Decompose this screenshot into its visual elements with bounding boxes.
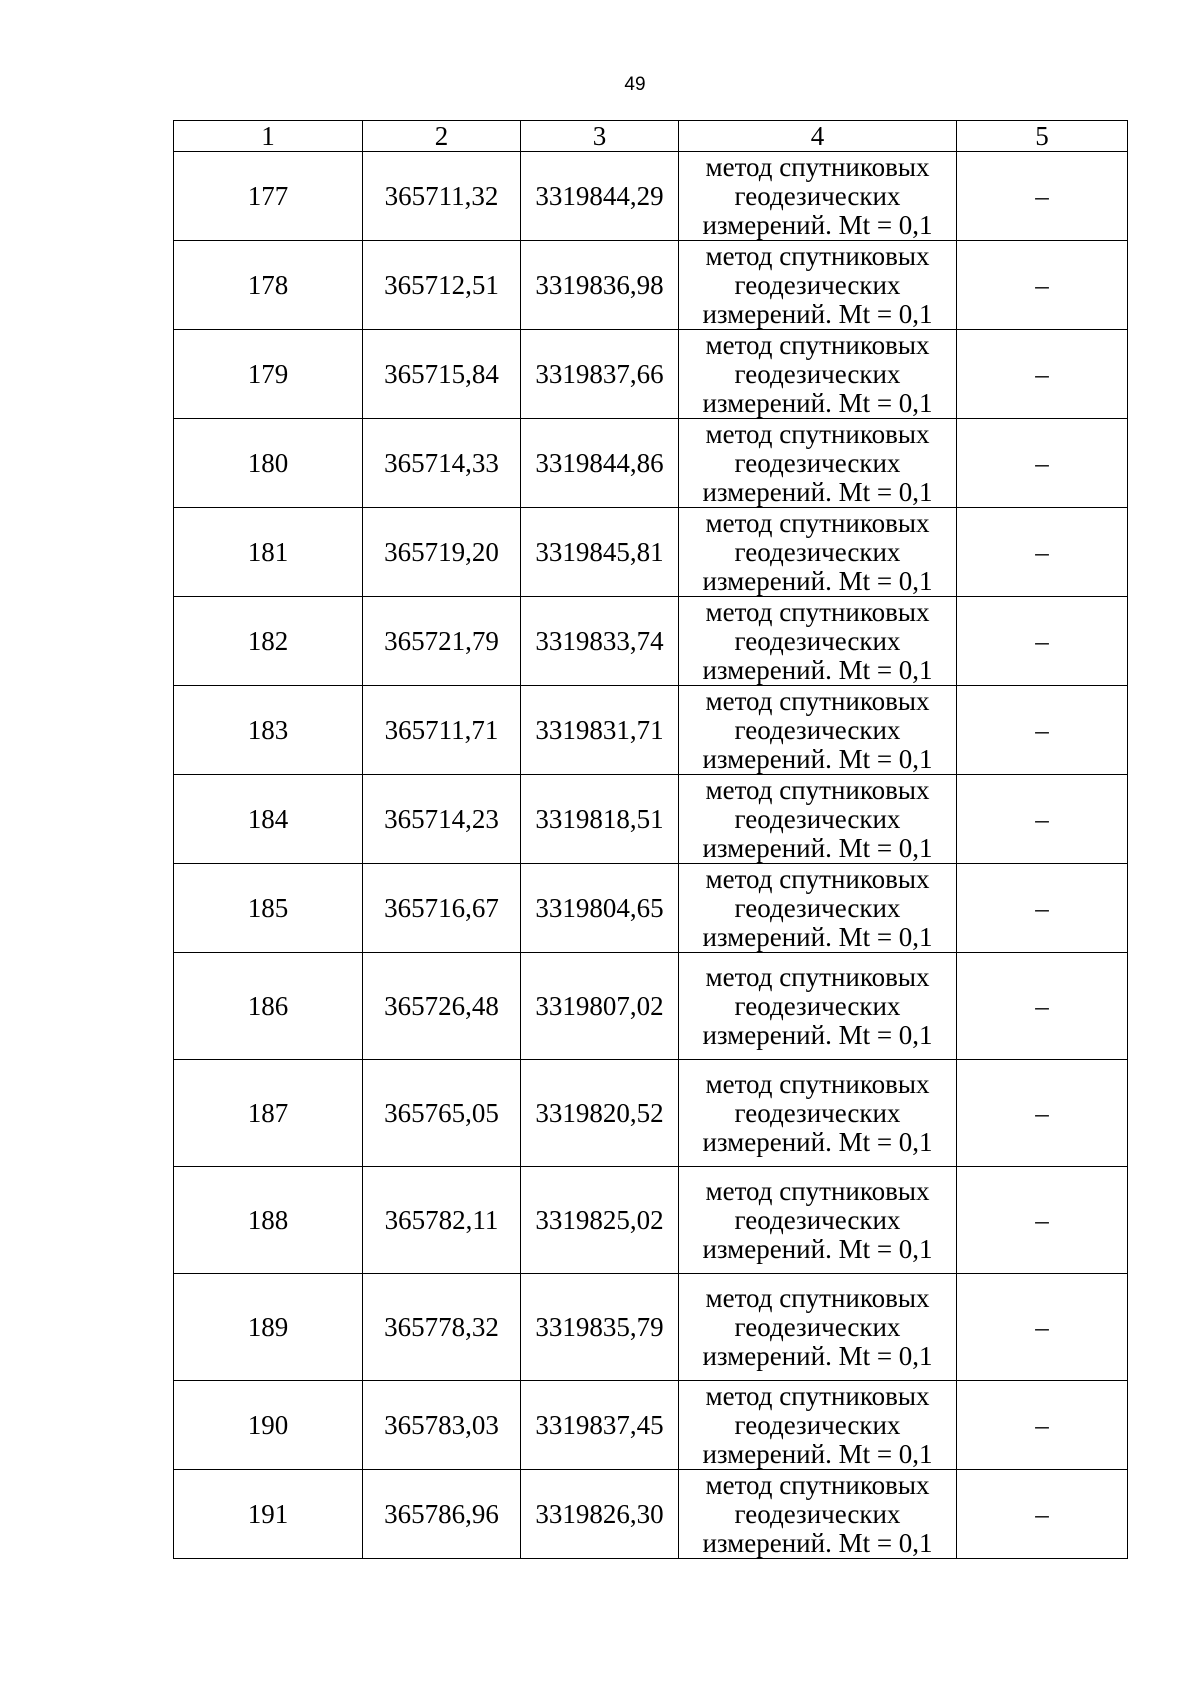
method-line: метод спутниковых [705,1469,930,1500]
point-number-cell: 183 [174,686,363,775]
page-number: 49 [624,74,646,95]
method-line: метод спутниковых [705,151,930,182]
method-line: измерений. Mt = 0,1 [702,565,933,596]
method-line: геодезических [734,536,901,567]
point-number-cell: 190 [174,1381,363,1470]
method-line: метод спутниковых [705,1175,930,1206]
method-cell [679,241,957,330]
method-line: измерений. Mt = 0,1 [702,298,933,329]
method-line: метод спутниковых [705,418,930,449]
method-line: измерений. Mt = 0,1 [702,1019,933,1050]
method-line: геодезических [734,990,901,1021]
method-line: измерений. Mt = 0,1 [702,387,933,418]
method-line: измерений. Mt = 0,1 [702,654,933,685]
method-line: метод спутниковых [705,774,930,805]
method-line: геодезических [734,714,901,745]
description-cell: – [957,1060,1128,1167]
table-row [174,152,1128,241]
method-line: измерений. Mt = 0,1 [702,1340,933,1371]
table-row [174,241,1128,330]
description-cell: – [957,330,1128,419]
method-line: геодезических [734,1409,901,1440]
x-coordinate-cell: 365714,23 [363,775,521,864]
x-coordinate-cell: 365711,71 [363,686,521,775]
point-number-cell: 187 [174,1060,363,1167]
table-header-row [174,121,1128,152]
method-line: геодезических [734,180,901,211]
method-line: метод спутниковых [705,961,930,992]
method-line: метод спутниковых [705,240,930,271]
y-coordinate-cell: 3319807,02 [521,953,679,1060]
table-row [174,597,1128,686]
y-coordinate-cell: 3319837,66 [521,330,679,419]
x-coordinate-cell: 365783,03 [363,1381,521,1470]
coordinates-table [173,120,1128,1559]
y-coordinate-cell: 3319845,81 [521,508,679,597]
description-cell: – [957,419,1128,508]
x-coordinate-cell: 365721,79 [363,597,521,686]
method-cell [679,864,957,953]
method-line: геодезических [734,803,901,834]
method-cell [679,597,957,686]
description-cell: – [957,1381,1128,1470]
y-coordinate-cell: 3319837,45 [521,1381,679,1470]
method-line: геодезических [734,1097,901,1128]
method-line: метод спутниковых [705,507,930,538]
method-cell [679,419,957,508]
x-coordinate-cell: 365782,11 [363,1167,521,1274]
description-cell: – [957,864,1128,953]
table-row [174,953,1128,1060]
table-row [174,1060,1128,1167]
x-coordinate-cell: 365716,67 [363,864,521,953]
y-coordinate-cell: 3319804,65 [521,864,679,953]
method-cell [679,1274,957,1381]
method-line: измерений. Mt = 0,1 [702,1438,933,1469]
description-cell: – [957,953,1128,1060]
point-number-cell: 185 [174,864,363,953]
method-cell [679,1381,957,1470]
point-number-cell: 184 [174,775,363,864]
method-cell [679,152,957,241]
y-coordinate-cell: 3319833,74 [521,597,679,686]
method-cell [679,1167,957,1274]
method-cell [679,330,957,419]
y-coordinate-cell: 3319825,02 [521,1167,679,1274]
point-number-cell: 191 [174,1470,363,1559]
table-row [174,775,1128,864]
table-row [174,1381,1128,1470]
description-cell: – [957,597,1128,686]
method-line: измерений. Mt = 0,1 [702,209,933,240]
description-cell: – [957,152,1128,241]
method-line: измерений. Mt = 0,1 [702,1126,933,1157]
y-coordinate-cell: 3319820,52 [521,1060,679,1167]
method-line: метод спутниковых [705,1380,930,1411]
method-line: геодезических [734,1311,901,1342]
y-coordinate-cell: 3319844,29 [521,152,679,241]
method-cell [679,508,957,597]
description-cell: – [957,241,1128,330]
x-coordinate-cell: 365765,05 [363,1060,521,1167]
column-header: 5 [957,121,1128,152]
x-coordinate-cell: 365712,51 [363,241,521,330]
y-coordinate-cell: 3319844,86 [521,419,679,508]
table-row [174,330,1128,419]
method-line: геодезических [734,358,901,389]
description-cell: – [957,1470,1128,1559]
method-line: измерений. Mt = 0,1 [702,832,933,863]
point-number-cell: 189 [174,1274,363,1381]
method-line: измерений. Mt = 0,1 [702,743,933,774]
method-cell [679,953,957,1060]
method-line: измерений. Mt = 0,1 [702,1233,933,1264]
table-row [174,864,1128,953]
y-coordinate-cell: 3319836,98 [521,241,679,330]
y-coordinate-cell: 3319818,51 [521,775,679,864]
method-line: метод спутниковых [705,1282,930,1313]
method-line: измерений. Mt = 0,1 [702,1527,933,1558]
table-row [174,686,1128,775]
method-cell [679,686,957,775]
method-line: измерений. Mt = 0,1 [702,476,933,507]
method-line: геодезических [734,1204,901,1235]
y-coordinate-cell: 3319826,30 [521,1470,679,1559]
column-header: 3 [521,121,679,152]
point-number-cell: 186 [174,953,363,1060]
point-number-cell: 181 [174,508,363,597]
description-cell: – [957,1274,1128,1381]
table-row [174,1167,1128,1274]
x-coordinate-cell: 365715,84 [363,330,521,419]
point-number-cell: 182 [174,597,363,686]
column-header: 2 [363,121,521,152]
method-cell [679,775,957,864]
x-coordinate-cell: 365726,48 [363,953,521,1060]
description-cell: – [957,686,1128,775]
table-row [174,1470,1128,1559]
method-line: геодезических [734,1498,901,1529]
method-line: метод спутниковых [705,1068,930,1099]
method-line: измерений. Mt = 0,1 [702,921,933,952]
x-coordinate-cell: 365786,96 [363,1470,521,1559]
method-line: метод спутниковых [705,685,930,716]
method-line: геодезических [734,447,901,478]
method-line: метод спутниковых [705,329,930,360]
point-number-cell: 179 [174,330,363,419]
column-header: 1 [174,121,363,152]
method-line: геодезических [734,269,901,300]
method-line: геодезических [734,625,901,656]
method-line: метод спутниковых [705,596,930,627]
method-line: метод спутниковых [705,863,930,894]
column-header: 4 [679,121,957,152]
method-cell [679,1470,957,1559]
table-row [174,419,1128,508]
description-cell: – [957,508,1128,597]
description-cell: – [957,1167,1128,1274]
method-cell [679,1060,957,1167]
x-coordinate-cell: 365711,32 [363,152,521,241]
y-coordinate-cell: 3319835,79 [521,1274,679,1381]
table-row [174,1274,1128,1381]
description-cell: – [957,775,1128,864]
x-coordinate-cell: 365719,20 [363,508,521,597]
table-row [174,508,1128,597]
method-line: геодезических [734,892,901,923]
point-number-cell: 177 [174,152,363,241]
point-number-cell: 178 [174,241,363,330]
point-number-cell: 180 [174,419,363,508]
x-coordinate-cell: 365714,33 [363,419,521,508]
x-coordinate-cell: 365778,32 [363,1274,521,1381]
y-coordinate-cell: 3319831,71 [521,686,679,775]
point-number-cell: 188 [174,1167,363,1274]
